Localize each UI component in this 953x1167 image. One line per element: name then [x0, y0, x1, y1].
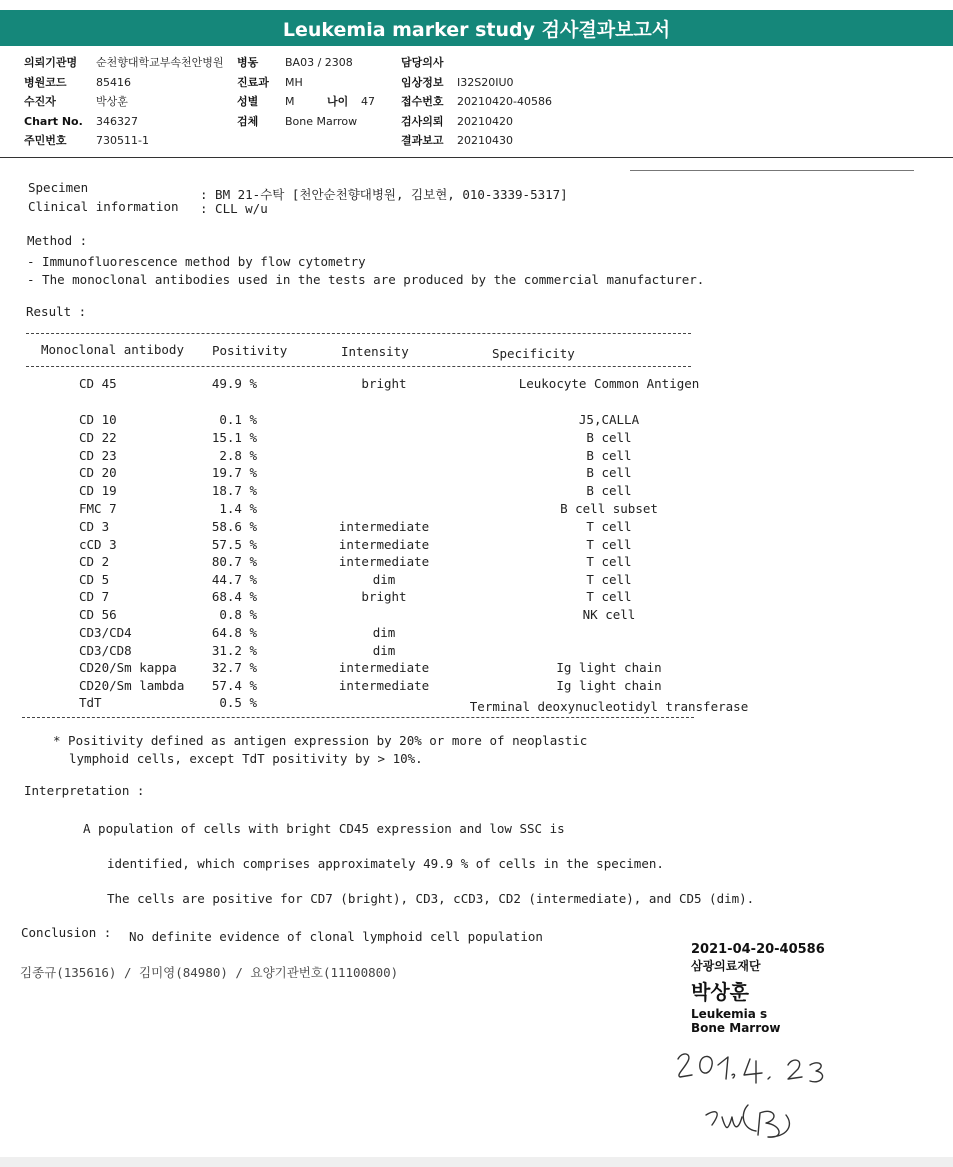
header-value: 346327	[96, 114, 138, 128]
header-value: MH	[285, 75, 303, 89]
positivity-cell: 44.7 %	[211, 572, 257, 587]
specificity-cell: J5,CALLA	[578, 412, 640, 427]
marker-cell: CD 19	[79, 483, 117, 498]
positivity-cell: 18.7 %	[211, 483, 257, 498]
positivity-cell: 58.6 %	[211, 519, 257, 534]
positivity-cell: 31.2 %	[211, 643, 257, 658]
specificity-cell: T cell	[586, 589, 632, 604]
signers: 김종규(135616) / 김미영(84980) / 요양기관번호(11100800)	[20, 965, 399, 980]
positivity-cell: 57.4 %	[211, 678, 257, 693]
marker-cell: cCD 3	[79, 537, 117, 552]
marker-cell: CD 5	[79, 572, 110, 587]
header-value: Bone Marrow	[285, 114, 358, 128]
specificity-cell: B cell subset	[560, 501, 658, 516]
intensity-cell: intermediate	[338, 554, 430, 569]
header-label: 수진자	[24, 95, 56, 108]
specificity-cell: T cell	[586, 554, 632, 569]
specificity-cell: NK cell	[582, 607, 636, 622]
header-value: 20210420	[457, 114, 513, 128]
stamp-test: Leukemia s	[691, 1007, 768, 1021]
header-value: I32S20IU0	[457, 75, 514, 89]
marker-cell: CD 56	[79, 607, 117, 622]
header-label: 성별	[237, 95, 259, 108]
stamp-org: 삼광의료재단	[691, 959, 761, 973]
specificity-cell: B cell	[586, 465, 632, 480]
header-value: 박상훈	[96, 95, 128, 108]
marker-cell: TdT	[79, 695, 102, 710]
table-rule-bottom	[22, 717, 694, 718]
header-label: 병원코드	[24, 75, 67, 89]
marker-cell: CD 22	[79, 430, 117, 445]
positivity-cell: 1.4 %	[219, 501, 257, 516]
interpretation-label: Interpretation :	[24, 783, 145, 798]
marker-cell: CD 45	[79, 376, 117, 391]
marker-cell: CD 20	[79, 465, 117, 480]
report-title: Leukemia marker study 검사결과보고서	[282, 18, 671, 41]
header-divider	[0, 157, 953, 158]
intensity-cell: dim	[372, 625, 396, 640]
intensity-cell: bright	[361, 376, 407, 391]
col-header-intensity: Intensity	[341, 344, 409, 359]
marker-cell: CD3/CD8	[79, 643, 132, 658]
specificity-cell: Ig light chain	[556, 660, 662, 675]
header-label: 진료과	[237, 75, 269, 89]
interpretation-line: A population of cells with bright CD45 expression and low SSC is	[83, 821, 565, 836]
header-value: M	[285, 95, 295, 108]
specificity-cell: T cell	[586, 519, 632, 534]
intensity-cell: intermediate	[338, 660, 430, 675]
handwritten-signature	[670, 1045, 850, 1155]
header-label: 접수번호	[401, 95, 444, 108]
marker-cell: FMC 7	[79, 501, 117, 516]
header-value: 20210430	[457, 134, 513, 147]
lab-stamp	[691, 942, 825, 1035]
header-label: 임상정보	[401, 75, 444, 89]
conclusion-text: No definite evidence of clonal lymphoid cell population	[129, 929, 543, 944]
marker-cell: CD 23	[79, 448, 117, 463]
col-header-specificity: Specificity	[492, 346, 575, 361]
positivity-cell: 0.5 %	[219, 695, 257, 710]
specificity-cell: Terminal deoxynucleotidyl transferase	[469, 699, 749, 714]
positivity-cell: 2.8 %	[219, 448, 257, 463]
stamp-name: 박상훈	[691, 980, 749, 1004]
specificity-cell: T cell	[586, 572, 632, 587]
method-line: - Immunofluorescence method by flow cytometry	[27, 254, 366, 269]
header-label: 검사의뢰	[401, 114, 444, 128]
method-line: - The monoclonal antibodies used in the tests are produced by the commercial manufacturer.	[27, 272, 705, 287]
marker-cell: CD 7	[79, 589, 110, 604]
marker-cell: CD20/Sm lambda	[79, 678, 185, 693]
table-rule-top	[26, 333, 691, 334]
marker-cell: CD 2	[79, 554, 110, 569]
header-col-visit	[237, 53, 375, 131]
positivity-cell: 49.9 %	[211, 376, 257, 391]
header-col-patient	[24, 53, 224, 151]
specificity-cell: Leukocyte Common Antigen	[518, 376, 700, 391]
col-header-antibody: Monoclonal antibody	[41, 342, 184, 357]
footnote-line: * Positivity defined as antigen expression by 20% or more of neoplastic	[53, 733, 588, 748]
method-label: Method :	[27, 233, 88, 248]
report-title-banner	[0, 10, 953, 46]
specificity-cell: Ig light chain	[556, 678, 662, 693]
marker-cell: CD 10	[79, 412, 117, 427]
scan-line	[630, 170, 914, 171]
specificity-cell: B cell	[586, 430, 632, 445]
intensity-cell: dim	[372, 572, 396, 587]
marker-cell: CD20/Sm kappa	[79, 660, 177, 675]
header-value-age: 47	[361, 95, 375, 108]
conclusion-label: Conclusion :	[21, 925, 112, 940]
header-label: 검체	[237, 114, 259, 128]
header-value: 730511-1	[96, 134, 149, 147]
specificity-cell: B cell	[586, 483, 632, 498]
header-value: 순천향대학교부속천안병원	[96, 56, 224, 69]
result-label: Result :	[26, 304, 87, 319]
header-label: 주민번호	[24, 134, 67, 147]
intensity-cell: bright	[361, 589, 407, 604]
specimen-label: Specimen	[28, 180, 89, 195]
intensity-cell: dim	[372, 643, 396, 658]
positivity-cell: 32.7 %	[211, 660, 257, 675]
header-label-age: 나이	[327, 95, 349, 108]
bottom-margin	[0, 1157, 953, 1167]
header-label: 병동	[237, 56, 259, 69]
specificity-cell: T cell	[586, 537, 632, 552]
specificity-cell: B cell	[586, 448, 632, 463]
col-header-positivity: Positivity	[212, 343, 288, 358]
marker-cell: CD3/CD4	[79, 625, 132, 640]
header-value: 20210420-40586	[457, 95, 552, 108]
header-label: 담당의사	[401, 56, 444, 69]
header-value: 85416	[96, 75, 131, 89]
positivity-cell: 64.8 %	[211, 625, 257, 640]
interpretation-line: identified, which comprises approximately 49.9 % of cells in the specimen.	[107, 856, 664, 871]
positivity-cell: 68.4 %	[211, 589, 257, 604]
positivity-cell: 19.7 %	[211, 465, 257, 480]
header-value: BA03 / 2308	[285, 56, 353, 69]
stamp-specimen: Bone Marrow	[691, 1021, 781, 1035]
table-rule-mid	[26, 366, 691, 367]
header-label: 의뢰기관명	[24, 56, 78, 69]
intensity-cell: intermediate	[338, 678, 430, 693]
intensity-cell: intermediate	[338, 519, 430, 534]
positivity-cell: 0.8 %	[219, 607, 257, 622]
positivity-cell: 15.1 %	[211, 430, 257, 445]
footnote-line: lymphoid cells, except TdT positivity by > 10%.	[69, 751, 423, 766]
interpretation-line: The cells are positive for CD7 (bright), CD3, cCD3, CD2 (intermediate), and CD5 (dim).	[107, 891, 755, 906]
header-label: Chart No.	[24, 114, 83, 128]
marker-cell: CD 3	[79, 519, 110, 534]
header-col-order	[401, 53, 552, 151]
clinical-value: : CLL w/u	[200, 201, 268, 216]
specimen-value: : BM 21-수탁 [천안순천향대병원, 김보현, 010-3339-5317]	[200, 187, 568, 202]
intensity-cell: intermediate	[338, 537, 430, 552]
positivity-cell: 57.5 %	[211, 537, 257, 552]
positivity-cell: 0.1 %	[219, 412, 257, 427]
header-label: 결과보고	[401, 134, 444, 147]
positivity-cell: 80.7 %	[211, 554, 257, 569]
clinical-label: Clinical information	[28, 199, 179, 214]
stamp-accession: 2021-04-20-40586	[691, 942, 825, 957]
